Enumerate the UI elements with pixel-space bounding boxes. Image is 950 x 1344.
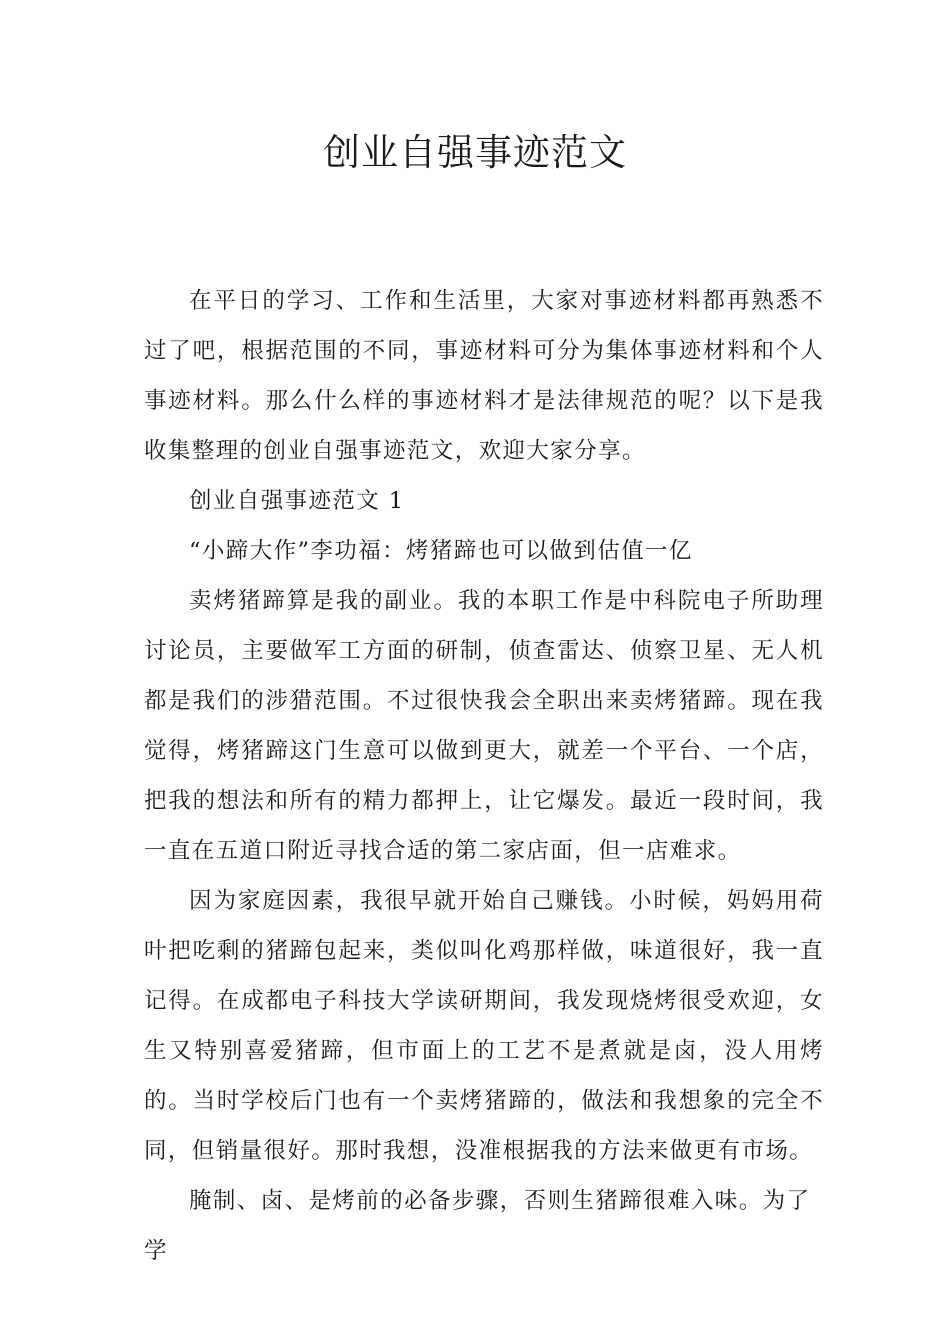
body-paragraph: 腌制、卤、是烤前的必备步骤，否则生猪蹄很难入味。为了学 <box>144 1188 811 1264</box>
document-body <box>144 276 824 1276</box>
intro-paragraph: 在平日的学习、工作和生活里，大家对事迹材料都再熟悉不过了吧，根据范围的不同，事迹材料可分为集体事迹材料和个人事迹材料。那么什么样的事迹材料才是法律规范的呢？以下是我收集整理的创业自强事迹范文，欢迎大家分享。 <box>144 288 824 464</box>
article-subtitle: “小蹄大作”李功福：烤猪蹄也可以做到估值一亿 <box>189 538 693 564</box>
section-heading: 创业自强事迹范文 1 <box>189 488 405 514</box>
body-paragraph: 因为家庭因素，我很早就开始自己赚钱。小时候，妈妈用荷叶把吃剩的猪蹄包起来，类似叫化鸡那样做，味道很好，我一直记得。在成都电子科技大学读研期间，我发现烧烤很受欢迎，女生又特别喜爱猪蹄，但市面上的工艺不是煮就是卤，没人用烤的。当时学校后门也有一个卖烤猪蹄的，做法和我想象的完全不同，但销量很好。那时我想，没准根据我的方法来做更有市场。 <box>144 888 824 1164</box>
body-paragraph: 卖烤猪蹄算是我的副业。我的本职工作是中科院电子所助理讨论员，主要做军工方面的研制，侦查雷达、侦察卫星、无人机都是我们的涉猎范围。不过很快我会全职出来卖烤猪蹄。现在我觉得，烤猪蹄这门生意可以做到更大，就差一个平台、一个店，把我的想法和所有的精力都押上，让它爆发。最近一段时间，我一直在五道口附近寻找合适的第二家店面，但一店难求。 <box>144 588 824 864</box>
document-title: 创业自强事迹范文 <box>323 131 627 174</box>
